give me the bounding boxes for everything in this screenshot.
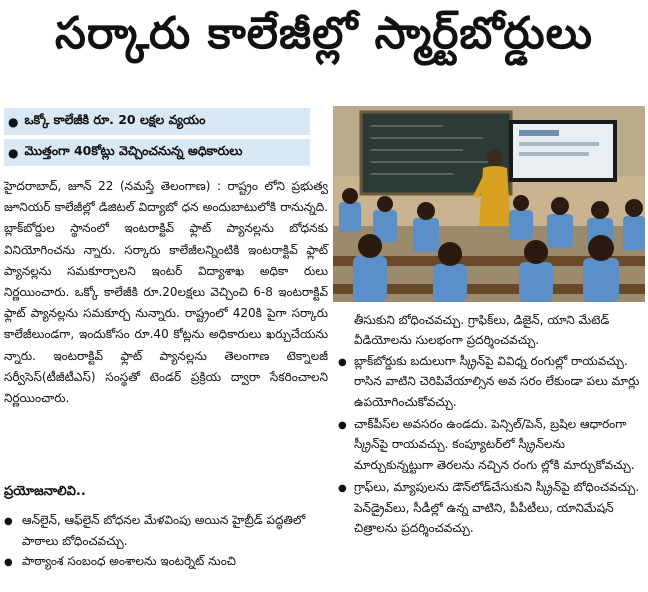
highlight-text: మొత్తంగా 40కోట్లు వెచ్చించనున్న అధికారులు (24, 143, 243, 158)
highlight-text: ఒక్కో కాలేజీకి రూ. 20 లక్షల వ్యయం (24, 112, 206, 127)
left-bullet-list (4, 510, 328, 574)
list-item (338, 477, 644, 538)
bullet-icon: ● (338, 356, 347, 368)
list-item-text: పాఠ్యాంశ సంబంధ అంశాలను ఇంటర్నెట్ నుంచి (22, 554, 236, 568)
bullet-icon: ● (8, 145, 19, 160)
highlight-item (4, 108, 310, 135)
headline: సర్కారు కాలేజీల్లో స్మార్ట్‌బోర్డులు (54, 8, 594, 59)
classroom-illustration (333, 106, 645, 302)
bullet-icon: ● (338, 420, 347, 432)
list-item-text: చాక్‌పీస్‌ల అవసరం ఉండదు. పెన్సిల్/పెన్, బ్రషిల ఆధారంగా స్క్రీన్‌పై రాయవచ్చు. కంప్యూటర్‌లో స్క్రీన్‌లను మార్చుకున్నట్టుగా తెరలను నచ్చిన రంగు ల్లోకి మార్చుకోవచ్చు. (354, 417, 635, 472)
bullet-icon: ● (4, 557, 13, 568)
right-column (338, 310, 644, 540)
list-item (338, 351, 644, 412)
article-body (4, 176, 328, 409)
bullet-icon: ● (4, 516, 13, 527)
list-item-text: గ్రాఫ్‌లు, మ్యాపులను డౌన్‌లోడ్‌చేసుకుని స్క్రీన్‌పై బోధించవచ్చు. పెన్‌డ్రైవ్‌లు, సీడీల్లో ఉన్న వాటిని, పీపీటీలు, యానిమేషన్ చిత్రాలను ప్రదర్శించవచ్చు. (354, 480, 640, 536)
continuation-text: తీసుకుని బోధించవచ్చు. గ్రాఫిక్‌లు, డిజైన్, యాని మేటెడ్ వీడియోలను సులభంగా ప్రదర్శించవచ్చు. (354, 313, 610, 348)
classroom-photo (333, 106, 645, 302)
list-item-text: ఆన్‌లైన్, ఆఫ్‌లైన్ బోధనల మేళవింపు అయిన హైబ్రీడ్ పద్ధతిలో పాఠాలు బోధించవచ్చు. (22, 513, 306, 548)
highlights-box (4, 108, 310, 166)
list-item-text: బ్లాక్‌బోర్డుకు బదులుగా స్క్రీన్‌పై వివిధ్న రంగుల్లో రాయవచ్చు. రాసిన వాటిని చెరిపివేయాల్సిన అవ సరం లేకుండా పలు మార్లు ఉపయోగించుకోవచ్చు. (354, 353, 640, 409)
list-item (4, 510, 328, 551)
body-paragraph: హైదరాబాద్, జూన్ 22 (నమస్తే తెలంగాణ) : రాష్ట్రం లోని ప్రభుత్వ జూనియర్ కాలేజీల్లో డిజిటల్ విద్యాబో ధన అందుబాటులోకి రానున్నది. బ్లాక్‌బోర్డుల స్థానంలో ఇంటరాక్టివ్ ఫ్లాట్ ప్యానల్లను బోధనకు వినియోగించను న్నారు. సర్కారు కాలేజీలన్నింటికి ఇంటరాక్టివ్ ఫ్లాట్ ప్యానల్లను సమకూర్చాలని ఇంటర్ విద్యాశాఖ అధికా రులు నిర్ణయించారు. ఒక్కో కాలేజీకి రూ.20లక్షలు వెచ్చించి 6-8 ఇంటరాక్టివ్ ఫ్లాట్ ప్యానల్లను సమకూర్చ నున్నారు. రాష్ట్రంలో 420కి పైగా సర్కారు కాలేజీలుండగా, ఇందుకోసం రూ.40 కోట్లను అధికారులు ఖర్చుచేయను న్నారు. ఇంటరాక్టివ్ ఫ్లాట్ ప్యానల్లను తెలంగాణ టెక్నాలజీ సర్వీసెస్(టీజీటీఎస్) సంస్థతో టెండర్ ప్రక్రియ ద్వారా సేకరించాలని నిర్ణయించారు. (4, 179, 328, 406)
highlight-item (4, 139, 310, 166)
bullet-icon: ● (8, 114, 19, 129)
benefits-subhead: ప్రయోజనాలివి.. (4, 484, 86, 499)
list-item (4, 551, 328, 574)
bullet-icon: ● (338, 483, 347, 495)
list-item (338, 414, 644, 475)
